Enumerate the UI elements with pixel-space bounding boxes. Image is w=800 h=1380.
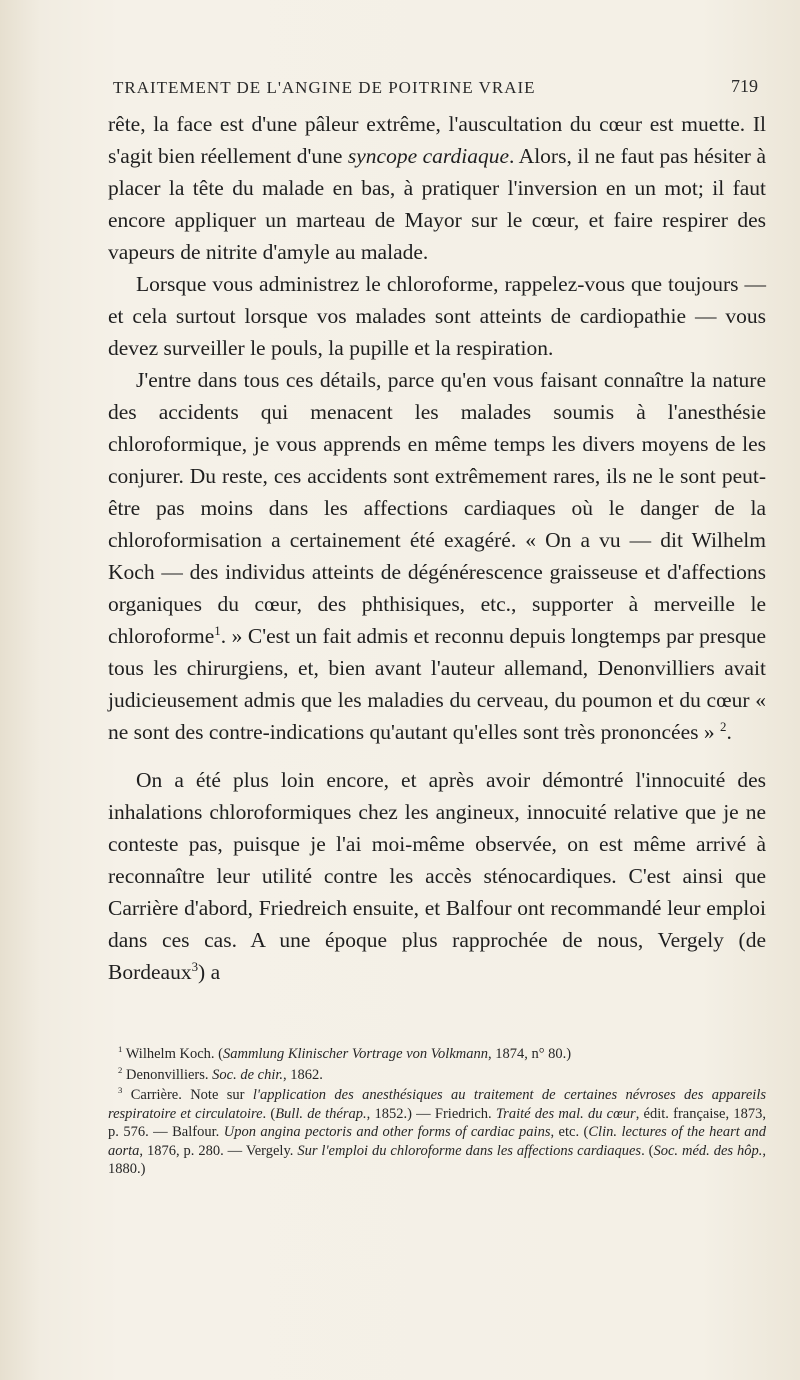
footnote-2-text-a: Denonvilliers. bbox=[122, 1066, 213, 1083]
page-number: 719 bbox=[731, 76, 758, 96]
footnote-3-italic-h: Upon angina pectoris and other forms of cardiac pains bbox=[223, 1124, 551, 1140]
footnote-3-text-g: , édit. française, 1873, p. 576. — Balfour. bbox=[108, 1105, 766, 1140]
paragraph-1-italic: syncope cardiaque bbox=[347, 144, 509, 168]
footnote-3 bbox=[108, 1086, 766, 1179]
footnote-3-italic-f: Traité des mal. du cœur bbox=[495, 1105, 636, 1122]
footnote-1 bbox=[108, 1045, 766, 1064]
footnote-3-text-e: , 1852.) — Friedrich. bbox=[366, 1105, 496, 1122]
footnote-3-italic-b: l'application des anesthésiques au traitement de certaines névroses des appareils respiratoire et circulatoire bbox=[108, 1087, 766, 1122]
footnote-3-text-c: . ( bbox=[262, 1105, 276, 1122]
running-head: TRAITEMENT DE L'ANGINE DE POITRINE VRAIE bbox=[113, 78, 536, 97]
footnote-mark-3: 3 bbox=[118, 1085, 123, 1096]
paragraph-2: Lorsque vous administrez le chloroforme, rappelez-vous que toujours — et cela surtout lorsque vos malades sont atteints de cardiopathie — vous devez surveiller le pouls, la pupille et la respiration. bbox=[108, 272, 766, 360]
footnote-3-italic-j: Clin. lectures of the heart and aorta bbox=[108, 1124, 766, 1159]
paragraph-3-text-a: J'entre dans tous ces détails, parce qu'en vous faisant connaître la nature des accidents qui menacent les malades soumis à l'anesthésie chloroformique, je vous apprends en même temps les divers moyens de les conjurer. Du reste, ces accidents sont extrêmement rares, ils ne le sont peut-être pas moins dans les affections cardiaques où le danger de la chloroformisation a certainement été exagéré. « On a vu — dit Wilhelm Koch — des individus atteints de dégénérescence graisseuse et d'affections organiques du cœur, des phthisiques, etc., supporter à merveille le chloroforme bbox=[108, 368, 766, 648]
footnote-1-text-a: Wilhelm Koch. ( bbox=[122, 1046, 223, 1062]
paragraph-4 bbox=[108, 764, 766, 988]
paragraph-3 bbox=[108, 364, 766, 748]
paragraph-4-text-a: On a été plus loin encore, et après avoir démontré l'innocuité des inhalations chloroformiques chez les angineux, innocuité relative que je ne conteste pas, puisque je l'ai moi-même observée, on est même arrivé à reconnaître leur utilité contre les accès sténocardiques. C'est ainsi que Carrière d'abord, Friedreich ensuite, et Balfour ont recommandé leur emploi dans ces cas. A une époque plus rapprochée de nous, Vergely (de Bordeaux bbox=[108, 768, 766, 984]
footnote-3-text-k: , 1876, p. 280. — Vergely. bbox=[139, 1142, 298, 1159]
footnote-3-text-m: . ( bbox=[641, 1142, 654, 1159]
footnote-3-text-i: , etc. ( bbox=[550, 1124, 589, 1140]
paragraph-1 bbox=[108, 108, 766, 268]
footnote-3-italic-l: Sur l'emploi du chloroforme dans les affections cardiaques bbox=[297, 1142, 642, 1159]
footnote-3-italic-n: Soc. méd. des hôp. bbox=[653, 1142, 763, 1159]
footnote-3-text-a: Carrière. Note sur bbox=[122, 1087, 253, 1103]
footnote-2 bbox=[108, 1066, 766, 1085]
footnote-mark-1: 1 bbox=[118, 1044, 123, 1055]
footnote-mark-2: 2 bbox=[118, 1064, 123, 1075]
paragraph-3-text-c: . bbox=[726, 720, 732, 744]
footnote-1-text-c: , 1874, n° 80.) bbox=[488, 1046, 572, 1062]
footnote-ref-2: 2 bbox=[719, 719, 727, 734]
paragraph-1-text-c: . Alors, il ne faut pas hésiter à placer la tête du malade en bas, à pratiquer l'inversion en un mot; il faut encore appliquer un marteau de Mayor sur le cœur, et faire respirer des vapeurs de nitrite d'amyle au malade. bbox=[108, 144, 766, 264]
footnote-3-text-o: , 1880.) bbox=[108, 1142, 766, 1177]
page-header bbox=[113, 70, 758, 100]
footnote-2-italic: Soc. de chir. bbox=[212, 1066, 284, 1083]
footnote-ref-3: 3 bbox=[191, 959, 199, 974]
paragraph-3-text-b: . » C'est un fait admis et reconnu depuis longtemps par presque tous les chirurgiens, et, bien avant l'auteur allemand, Denonvilliers avait judicieusement admis que les maladies du cerveau, du poumon et du cœur « ne sont des contre-indications qu'autant qu'elles sont très prononcées » bbox=[108, 624, 766, 744]
footnote-3-italic-d: Bull. de thérap. bbox=[275, 1105, 367, 1122]
paragraph-1-text-a: rête, la face est d'une pâleur extrême, l'auscultation du cœur est muette. Il s'agit bien réellement d'une bbox=[108, 112, 766, 168]
footnotes bbox=[108, 1045, 766, 1181]
footnote-2-text-c: , 1862. bbox=[283, 1066, 323, 1083]
footnote-ref-1: 1 bbox=[214, 623, 221, 638]
body-text bbox=[108, 108, 766, 988]
footnote-1-italic: Sammlung Klinischer Vortrage von Volkmann bbox=[222, 1046, 488, 1062]
paragraph-4-text-b: ) a bbox=[198, 960, 221, 984]
